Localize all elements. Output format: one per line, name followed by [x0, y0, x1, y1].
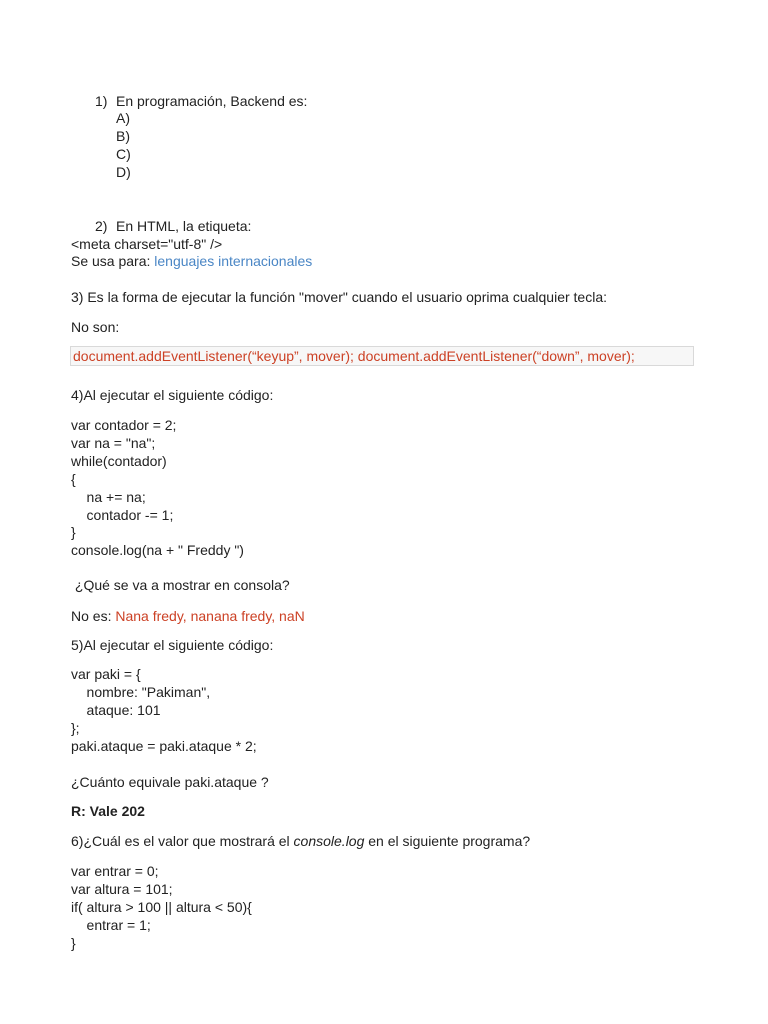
q6-code-line: if( altura > 100 || altura < 50){ [71, 899, 252, 915]
q1-number: 1) [95, 93, 108, 109]
q6-text-italic: console.log [293, 833, 365, 849]
q5-code-line: var paki = { [71, 666, 141, 682]
q2-code: <meta charset="utf-8" /> [71, 236, 223, 252]
q2-number: 2) [95, 218, 108, 234]
q4-text: 4)Al ejecutar el siguiente código: [71, 387, 274, 403]
q5-code-line: ataque: 101 [71, 702, 161, 718]
q5-answer: R: Vale 202 [71, 803, 145, 819]
q1-option-d: D) [116, 164, 131, 180]
q4-answer-line [71, 607, 305, 625]
q6-code-line: var entrar = 0; [71, 863, 159, 879]
q1-option-a: A) [116, 110, 130, 126]
q4-code-line: var contador = 2; [71, 417, 177, 433]
q1-option-c: C) [116, 146, 131, 162]
q4-code-line: while(contador) [71, 453, 167, 469]
q2-text: En HTML, la etiqueta: [116, 218, 252, 234]
q5-text: 5)Al ejecutar el siguiente código: [71, 637, 274, 653]
q4-code-line: { [71, 471, 76, 487]
q6-text [71, 832, 530, 850]
q1-text: En programación, Backend es: [116, 93, 308, 109]
q6-code-line: entrar = 1; [71, 917, 151, 933]
q3-text: 3) Es la forma de ejecutar la función "mover" cuando el usuario oprima cualquier tecla: [71, 289, 607, 305]
q6-code-line: var altura = 101; [71, 881, 173, 897]
q4-code-line: console.log(na + " Freddy ") [71, 542, 244, 558]
q6-text-before: 6)¿Cuál es el valor que mostrará el [71, 833, 294, 849]
q3-answer: document.addEventListener(“keyup”, mover); document.addEventListener(“down”, mover); [73, 348, 635, 364]
q4-answer: Nana fredy, nanana fredy, naN [115, 608, 305, 624]
q5-code-line: paki.ataque = paki.ataque * 2; [71, 738, 257, 754]
q3-answer-box [70, 346, 694, 366]
q4-answer-prefix: No es: [71, 608, 116, 624]
q1-option-b: B) [116, 128, 130, 144]
q2-answer: lenguajes internacionales [154, 253, 313, 269]
q4-question: ¿Qué se va a mostrar en consola? [71, 577, 290, 593]
q5-code-line: }; [71, 720, 80, 736]
q6-code-line: } [71, 935, 76, 951]
q4-code-line: } [71, 524, 76, 540]
q5-question: ¿Cuánto equivale paki.ataque ? [71, 774, 269, 790]
q4-code-line: var na = "na"; [71, 435, 156, 451]
q3-no-son: No son: [71, 319, 120, 335]
q5-code-line: nombre: "Pakiman", [71, 684, 211, 700]
q2-answer-prefix: Se usa para: [71, 253, 155, 269]
q6-text-after: en el siguiente programa? [364, 833, 531, 849]
q2-answer-line [71, 252, 312, 270]
q4-code-line: na += na; [71, 489, 146, 505]
q4-code-line: contador -= 1; [71, 507, 174, 523]
